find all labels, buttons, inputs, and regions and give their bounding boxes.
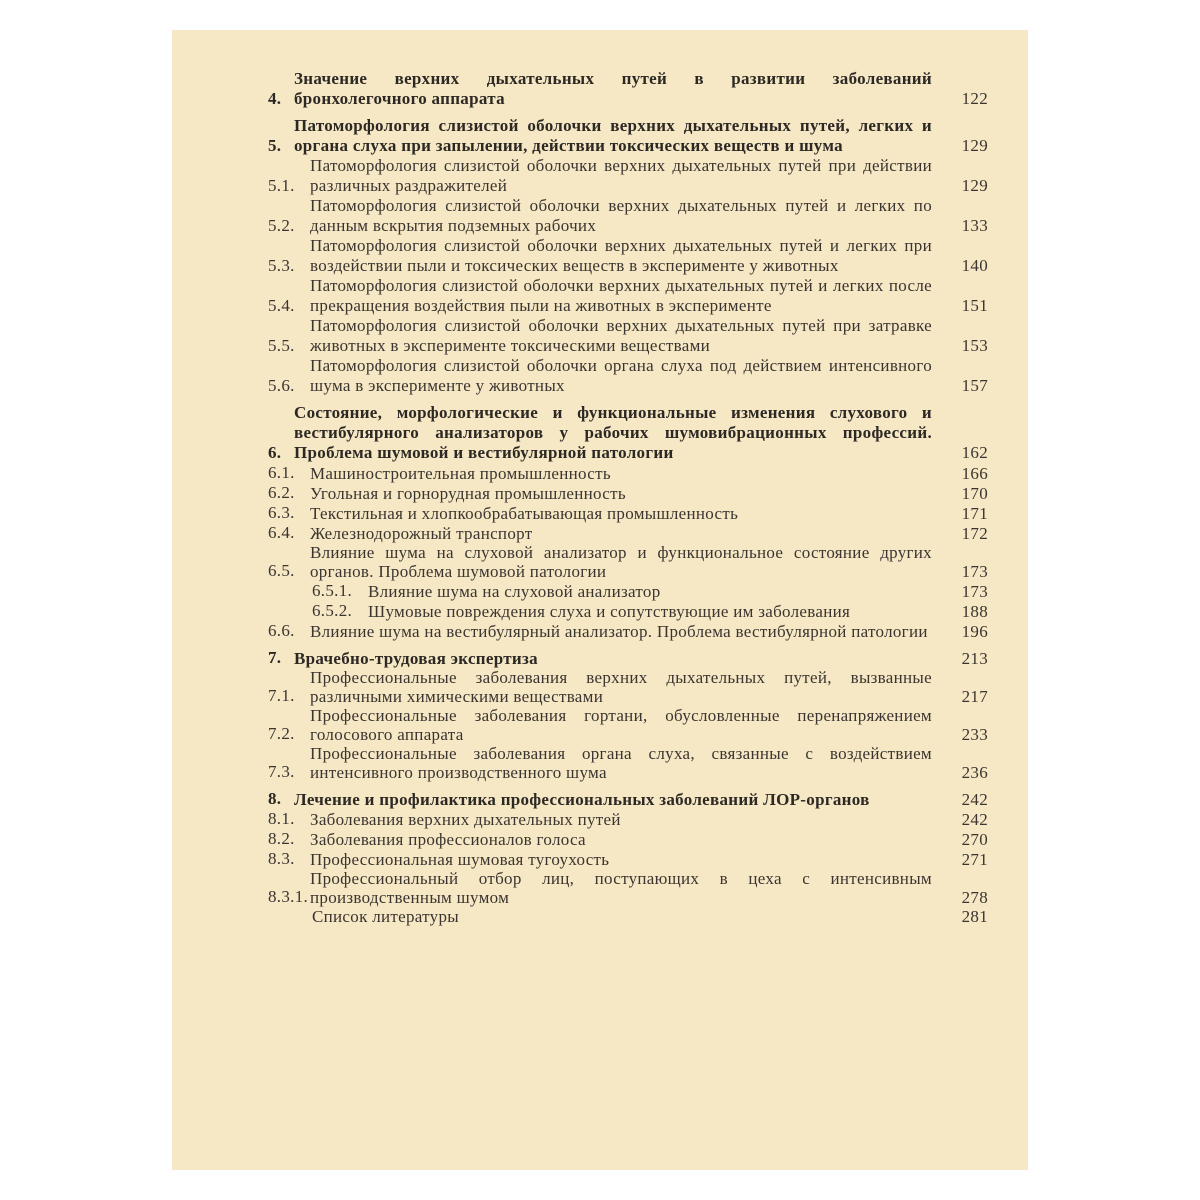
toc-entry-number: 8.3. bbox=[268, 849, 295, 868]
toc-entry-page: 129 bbox=[961, 136, 988, 155]
toc-entry-number: 5.1. bbox=[268, 176, 295, 195]
toc-entry bbox=[268, 236, 988, 276]
toc-entry-page: 129 bbox=[961, 176, 988, 195]
toc-entry-title: Профессиональная шумовая тугоухость . . . bbox=[310, 850, 932, 869]
toc-entry-page: 170 bbox=[961, 484, 988, 503]
toc-entry-number: 7. bbox=[268, 648, 282, 667]
toc-entry-page: 242 bbox=[961, 790, 988, 809]
toc-entry-number: 6.1. bbox=[268, 463, 295, 482]
toc-entry-page: 173 bbox=[961, 562, 988, 581]
toc-entry-title: Влияние шума на слуховой анализатор . . . bbox=[368, 582, 932, 601]
toc-entry-number: 6.3. bbox=[268, 503, 295, 522]
toc-entry-page: 270 bbox=[961, 830, 988, 849]
toc-entry-title: Патоморфология слизистой оболочки верхних дыхательных путей при действии различных раздражителей . . . bbox=[310, 156, 932, 196]
toc-entry-title: Список литературы . . . bbox=[312, 907, 932, 926]
toc-entry bbox=[268, 316, 988, 356]
toc-entry bbox=[268, 829, 988, 849]
toc-entry bbox=[268, 706, 988, 744]
toc-entry-number: 6.4. bbox=[268, 523, 295, 542]
toc-entry-number: 8. bbox=[268, 789, 282, 808]
toc-entry-page: 153 bbox=[961, 336, 988, 355]
toc-entry-page: 271 bbox=[961, 850, 988, 869]
toc-entry bbox=[268, 523, 988, 543]
toc-entry-page: 188 bbox=[961, 602, 988, 621]
toc-entry-title: Профессиональные заболевания гортани, обусловленные перенапряжением голосового аппарата . . . bbox=[310, 706, 932, 744]
toc-entry bbox=[268, 907, 988, 926]
toc-entry bbox=[268, 196, 988, 236]
book-page bbox=[172, 30, 1028, 1170]
toc-entry-number: 5.5. bbox=[268, 336, 295, 355]
toc-entry-page: 171 bbox=[961, 504, 988, 523]
toc-entry bbox=[268, 789, 988, 809]
toc-entry-title: Машиностроительная промышленность . . . bbox=[310, 464, 932, 483]
toc-entry-number: 6. bbox=[268, 443, 282, 462]
toc-entry-page: 122 bbox=[961, 89, 988, 108]
toc-entry-title: Влияние шума на вестибулярный анализатор. Проблема вестибулярной патологии . . . bbox=[310, 622, 932, 641]
toc-entry-number: 5. bbox=[268, 136, 282, 155]
toc-entry bbox=[268, 601, 988, 621]
toc-entry-page: 166 bbox=[961, 464, 988, 483]
toc-entry bbox=[268, 668, 988, 706]
toc-entry-title: Угольная и горнорудная промышленность . . . bbox=[310, 484, 932, 503]
toc-entry-title: Заболевания верхних дыхательных путей . . . bbox=[310, 810, 932, 829]
toc-entry bbox=[268, 463, 988, 483]
toc-entry bbox=[268, 69, 988, 109]
toc-entry-page: 236 bbox=[961, 763, 988, 782]
toc-entry-number: 6.5.2. bbox=[312, 601, 353, 620]
toc-entry-title: Патоморфология слизистой оболочки верхних дыхательных путей и легких по данным вскрытия подземных рабочих . . . bbox=[310, 196, 932, 236]
toc-entry bbox=[268, 116, 988, 156]
toc-entry-title: Профессиональный отбор лиц, поступающих в цеха с интенсивным производственным шумом . . . bbox=[310, 869, 932, 907]
toc-entry-number: 7.3. bbox=[268, 762, 295, 781]
toc-entry-number: 7.2. bbox=[268, 724, 295, 743]
toc-entry-page: 213 bbox=[961, 649, 988, 668]
toc-entry bbox=[268, 483, 988, 503]
toc-entry bbox=[268, 869, 988, 907]
toc-entry-title: Влияние шума на слуховой анализатор и функциональное состояние других органов. Проблема шумовой патологии . . . bbox=[310, 543, 932, 581]
toc-entry-title: Патоморфология слизистой оболочки верхних дыхательных путей, легких и органа слуха при запылении, действии токсических веществ и шума . . . bbox=[294, 116, 932, 156]
toc-entry-number: 4. bbox=[268, 89, 282, 108]
toc-entry-title: Железнодорожный транспорт . . . bbox=[310, 524, 932, 543]
toc-entry-number: 7.1. bbox=[268, 686, 295, 705]
toc-entry-title: Врачебно-трудовая экспертиза . . . bbox=[294, 649, 932, 668]
toc-entry-page: 151 bbox=[961, 296, 988, 315]
toc-entry-number: 8.3.1. bbox=[268, 887, 309, 906]
toc-entry bbox=[268, 648, 988, 668]
toc-entry-page: 233 bbox=[961, 725, 988, 744]
toc-entry bbox=[268, 621, 988, 641]
toc-entry-title: Патоморфология слизистой оболочки верхних дыхательных путей и легких при воздействии пыли и токсических веществ в эксперименте у животных . . . bbox=[310, 236, 932, 276]
toc-entry bbox=[268, 543, 988, 581]
toc-entry-page: 162 bbox=[961, 443, 988, 462]
toc-entry-title: Заболевания профессионалов голоса . . . bbox=[310, 830, 932, 849]
toc-entry-page: 242 bbox=[961, 810, 988, 829]
toc-entry-page: 172 bbox=[961, 524, 988, 543]
toc-entry-number: 8.2. bbox=[268, 829, 295, 848]
toc-entry-number: 5.6. bbox=[268, 376, 295, 395]
toc-entry bbox=[268, 849, 988, 869]
toc-entry-number: 8.1. bbox=[268, 809, 295, 828]
toc-entry-number: 6.2. bbox=[268, 483, 295, 502]
toc-entry-number: 5.3. bbox=[268, 256, 295, 275]
toc-entry bbox=[268, 156, 988, 196]
toc-entry-number: 6.5.1. bbox=[312, 581, 353, 600]
toc-entry-page: 157 bbox=[961, 376, 988, 395]
toc-entry-number: 6.6. bbox=[268, 621, 295, 640]
table-of-contents bbox=[268, 62, 988, 926]
toc-entry-title: Профессиональные заболевания органа слуха, связанные с воздействием интенсивного производственного шума . . . bbox=[310, 744, 932, 782]
toc-entry bbox=[268, 581, 988, 601]
toc-entry-title: Значение верхних дыхательных путей в развитии заболеваний бронхолегочного аппарата . . . bbox=[294, 69, 932, 109]
toc-entry-page: 173 bbox=[961, 582, 988, 601]
toc-entry-title: Патоморфология слизистой оболочки органа слуха под действием интенсивного шума в эксперименте у животных . . . bbox=[310, 356, 932, 396]
toc-entry-page: 196 bbox=[961, 622, 988, 641]
toc-entry bbox=[268, 809, 988, 829]
toc-entry-title: Патоморфология слизистой оболочки верхних дыхательных путей и легких после прекращения воздействия пыли на животных в эксперименте . . . bbox=[310, 276, 932, 316]
toc-entry bbox=[268, 744, 988, 782]
toc-entry-title: Текстильная и хлопкообрабатывающая промышленность . . . bbox=[310, 504, 932, 523]
toc-entry bbox=[268, 276, 988, 316]
toc-entry-page: 281 bbox=[961, 907, 988, 926]
toc-entry-page: 140 bbox=[961, 256, 988, 275]
toc-entry-page: 278 bbox=[961, 888, 988, 907]
toc-entry-title: Профессиональные заболевания верхних дыхательных путей, вызванные различными химическими веществами . . . bbox=[310, 668, 932, 706]
toc-entry-title: Лечение и профилактика профессиональных заболеваний ЛОР-органов . . . bbox=[294, 790, 932, 809]
toc-entry-number: 5.4. bbox=[268, 296, 295, 315]
toc-entry-title: Состояние, морфологические и функциональные изменения слухового и вестибулярного анализаторов у рабочих шумовибрационных профессий. Проблема шумовой и вестибулярной патологии . . . bbox=[294, 403, 932, 463]
toc-entry bbox=[268, 403, 988, 463]
toc-entry-title: Патоморфология слизистой оболочки верхних дыхательных путей при затравке животных в эксперименте токсическими веществами . . . bbox=[310, 316, 932, 356]
toc-entry-page: 133 bbox=[961, 216, 988, 235]
toc-entry-title: Шумовые повреждения слуха и сопутствующие им заболевания . . . bbox=[368, 602, 932, 621]
toc-entry-number: 5.2. bbox=[268, 216, 295, 235]
toc-entry bbox=[268, 503, 988, 523]
toc-entry-page: 217 bbox=[961, 687, 988, 706]
toc-entry bbox=[268, 356, 988, 396]
toc-entry-number: 6.5. bbox=[268, 561, 295, 580]
